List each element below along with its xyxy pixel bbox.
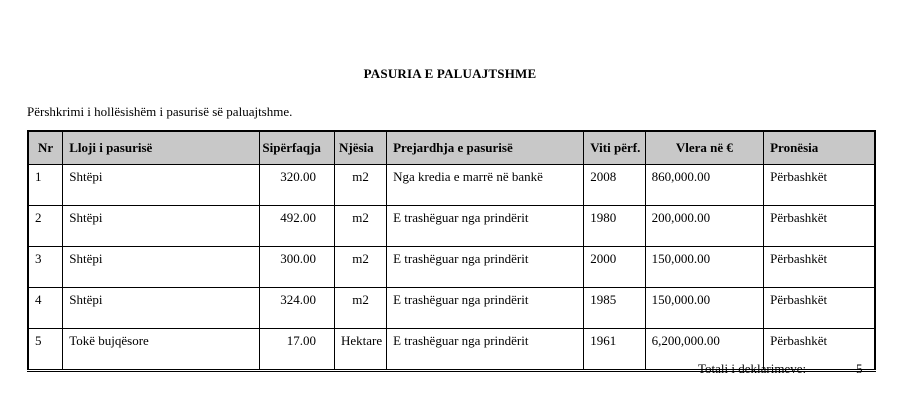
cell-type: Tokë bujqësore: [63, 329, 260, 371]
cell-value: 6,200,000.00: [645, 329, 764, 371]
cell-unit: m2: [335, 247, 387, 288]
cell-type: Shtëpi: [63, 165, 260, 206]
cell-unit: m2: [335, 206, 387, 247]
header-type: Lloji i pasurisë: [63, 131, 260, 165]
assets-table-container: [27, 130, 876, 372]
total-declarations-label: Totali i deklarimeve:: [698, 361, 807, 376]
cell-unit: m2: [335, 165, 387, 206]
cell-origin: Nga kredia e marrë në bankë: [387, 165, 584, 206]
cell-ownership: Përbashkët: [764, 329, 875, 371]
immovable-assets-table: [27, 130, 876, 372]
table-header-row: [28, 131, 875, 165]
header-origin: Prejardhja e pasurisë: [387, 131, 584, 165]
cell-nr: 2: [28, 206, 63, 247]
header-value: Vlera në €: [645, 131, 764, 165]
cell-ownership: Përbashkët: [764, 165, 875, 206]
cell-area: 324.00: [260, 288, 335, 329]
header-ownership: Pronësia: [764, 131, 875, 165]
cell-ownership: Përbashkët: [764, 247, 875, 288]
cell-year: 1985: [584, 288, 645, 329]
header-nr: Nr: [28, 131, 63, 165]
cell-origin: E trashëguar nga prindërit: [387, 206, 584, 247]
cell-origin: E trashëguar nga prindërit: [387, 247, 584, 288]
table-row: [28, 288, 875, 329]
cell-nr: 4: [28, 288, 63, 329]
cell-type: Shtëpi: [63, 206, 260, 247]
total-declarations-count: 5: [856, 361, 863, 376]
cell-ownership: Përbashkët: [764, 288, 875, 329]
header-year: Viti përf.: [584, 131, 645, 165]
table-row: [28, 247, 875, 288]
cell-year: 2008: [584, 165, 645, 206]
cell-area: 320.00: [260, 165, 335, 206]
cell-year: 1961: [584, 329, 645, 371]
table-row: [28, 165, 875, 206]
document-title: PASURIA E PALUAJTSHME: [363, 66, 537, 81]
cell-area: 17.00: [260, 329, 335, 371]
cell-value: 860,000.00: [645, 165, 764, 206]
cell-value: 200,000.00: [645, 206, 764, 247]
cell-nr: 5: [28, 329, 63, 371]
cell-value: 150,000.00: [645, 288, 764, 329]
cell-area: 300.00: [260, 247, 335, 288]
cell-unit: Hektare: [335, 329, 387, 371]
cell-year: 1980: [584, 206, 645, 247]
cell-area: 492.00: [260, 206, 335, 247]
cell-unit: m2: [335, 288, 387, 329]
header-unit: Njësia: [335, 131, 387, 165]
cell-nr: 3: [28, 247, 63, 288]
cell-value: 150,000.00: [645, 247, 764, 288]
table-row: [28, 206, 875, 247]
header-area: Sipërfaqja: [260, 131, 335, 165]
cell-year: 2000: [584, 247, 645, 288]
cell-origin: E trashëguar nga prindërit: [387, 329, 584, 371]
document-description: Përshkrimi i hollësishëm i pasurisë së paluajtshme.: [27, 104, 293, 119]
cell-origin: E trashëguar nga prindërit: [387, 288, 584, 329]
cell-type: Shtëpi: [63, 247, 260, 288]
cell-ownership: Përbashkët: [764, 206, 875, 247]
cell-type: Shtëpi: [63, 288, 260, 329]
cell-nr: 1: [28, 165, 63, 206]
